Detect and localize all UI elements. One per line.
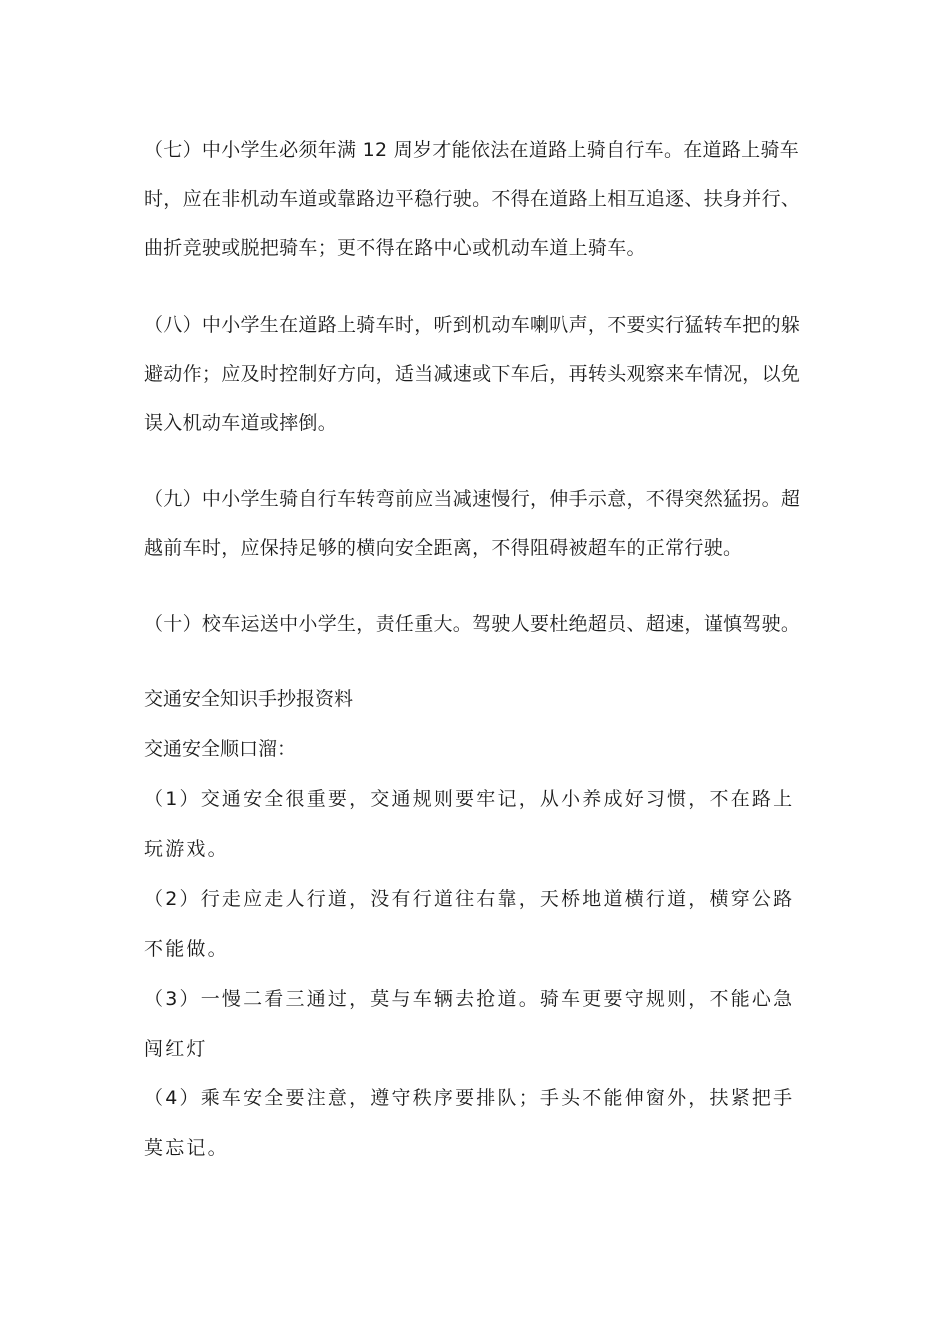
rule-paragraph-7: （七）中小学生必须年满 12 周岁才能依法在道路上骑自行车。在道路上骑车时，应在非机动车道或靠路边平稳行驶。不得在道路上相互追逐、扶身并行、曲折竞驶或脱把骑车；更不得在路中心或机动车道上骑车。	[144, 139, 801, 259]
rhyme-item-4: （4）乘车安全要注意，遵守秩序要排队；手头不能伸窗外，扶紧把手莫忘记。	[144, 1087, 795, 1159]
rhymes-title: 交通安全顺口溜：	[144, 738, 297, 760]
section-title: 交通安全知识手抄报资料	[144, 688, 354, 710]
rhyme-item-1: （1）交通安全很重要，交通规则要牢记，从小养成好习惯，不在路上玩游戏。	[144, 788, 795, 860]
rule-paragraph-10: （十）校车运送中小学生，责任重大。驾驶人要杜绝超员、超速，谨慎驾驶。	[144, 613, 801, 635]
rhyme-item-3: （3）一慢二看三通过，莫与车辆去抢道。骑车更要守规则，不能心急闯红灯	[144, 988, 795, 1060]
rhyme-item-2: （2）行走应走人行道，没有行道往右靠，天桥地道横行道，横穿公路不能做。	[144, 888, 795, 960]
rule-paragraph-8: （八）中小学生在道路上骑车时，听到机动车喇叭声，不要实行猛转车把的躲避动作；应及时控制好方向，适当减速或下车后，再转头观察来车情况，以免误入机动车道或摔倒。	[144, 314, 801, 434]
rule-paragraph-9: （九）中小学生骑自行车转弯前应当减速慢行，伸手示意，不得突然猛拐。超越前车时，应保持足够的横向安全距离，不得阻碍被超车的正常行驶。	[144, 488, 801, 559]
